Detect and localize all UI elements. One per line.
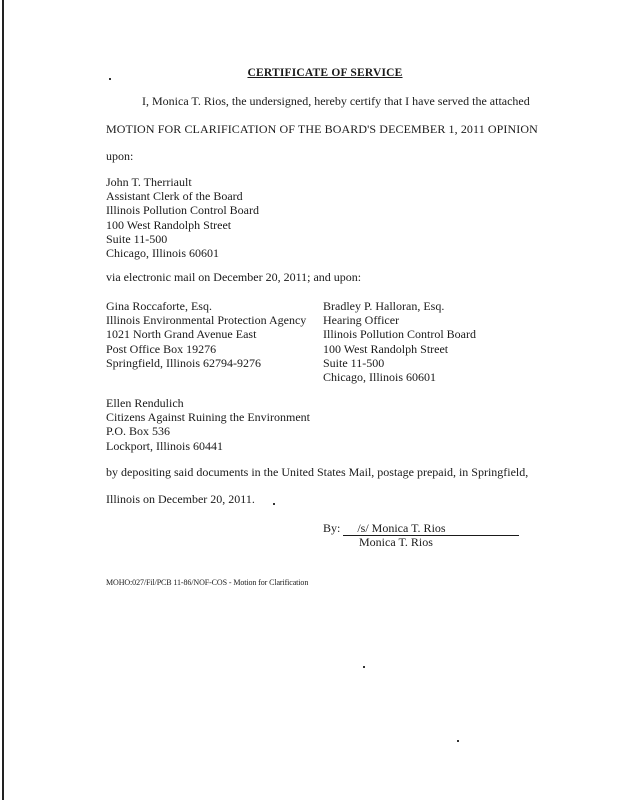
address-line: Post Office Box 19276 xyxy=(106,341,217,356)
address-line: P.O. Box 536 xyxy=(106,424,171,439)
recipient-clerk-address xyxy=(106,175,259,260)
address-line: Suite 11-500 xyxy=(106,231,168,246)
address-line: Illinois Environmental Protection Agency xyxy=(106,313,307,328)
address-line: Chicago, Illinois 60601 xyxy=(323,370,436,385)
recipient-care-address xyxy=(106,396,310,453)
signature-line: /s/ Monica T. Rios xyxy=(343,522,519,536)
upon-label: upon: xyxy=(106,149,134,163)
address-line: 100 West Randolph Street xyxy=(106,217,232,232)
address-line: Hearing Officer xyxy=(323,313,400,328)
electronic-mail-statement: via electronic mail on December 20, 2011; and upon: xyxy=(106,270,362,284)
address-line: Illinois Pollution Control Board xyxy=(323,327,477,342)
scan-speck xyxy=(109,78,111,80)
address-line: Assistant Clerk of the Board xyxy=(106,189,243,204)
scan-speck xyxy=(457,740,459,742)
signature-block xyxy=(323,521,519,536)
document-served: MOTION FOR CLARIFICATION OF THE BOARD'S DECEMBER 1, 2011 OPINION xyxy=(106,122,538,136)
signer-printed-name: Monica T. Rios xyxy=(359,535,433,549)
address-line: 1021 North Grand Avenue East xyxy=(106,327,257,342)
scan-speck xyxy=(363,666,365,668)
by-label: By: xyxy=(323,521,341,535)
address-line: Bradley P. Halloran, Esq. xyxy=(323,299,445,313)
address-line: Citizens Against Ruining the Environment xyxy=(106,410,310,425)
address-line: Gina Roccaforte, Esq. xyxy=(106,299,212,313)
footer-file-code: MOHO:027/Fil/PCB 11-86/NOF-COS - Motion for Clarification xyxy=(106,578,309,587)
mail-statement-continued: Illinois on December 20, 2011. xyxy=(106,492,255,506)
address-line: Lockport, Illinois 60441 xyxy=(106,438,223,453)
address-line: Chicago, Illinois 60601 xyxy=(106,246,219,261)
document-title: CERTIFICATE OF SERVICE xyxy=(247,67,403,79)
address-line: John T. Therriault xyxy=(106,175,192,189)
recipient-iepa-address xyxy=(106,299,306,370)
address-line: 100 West Randolph Street xyxy=(323,341,449,356)
address-line: Illinois Pollution Control Board xyxy=(106,203,260,218)
scan-speck xyxy=(273,503,275,505)
mail-statement: by depositing said documents in the United States Mail, postage prepaid, in Springfield, xyxy=(106,465,529,479)
address-line: Ellen Rendulich xyxy=(106,396,184,410)
recipient-hearing-officer-address xyxy=(323,299,476,384)
address-line: Springfield, Illinois 62794-9276 xyxy=(106,355,261,370)
address-line: Suite 11-500 xyxy=(323,355,385,370)
scan-edge-line xyxy=(2,0,4,800)
certification-intro: I, Monica T. Rios, the undersigned, hereby certify that I have served the attached xyxy=(142,94,530,108)
